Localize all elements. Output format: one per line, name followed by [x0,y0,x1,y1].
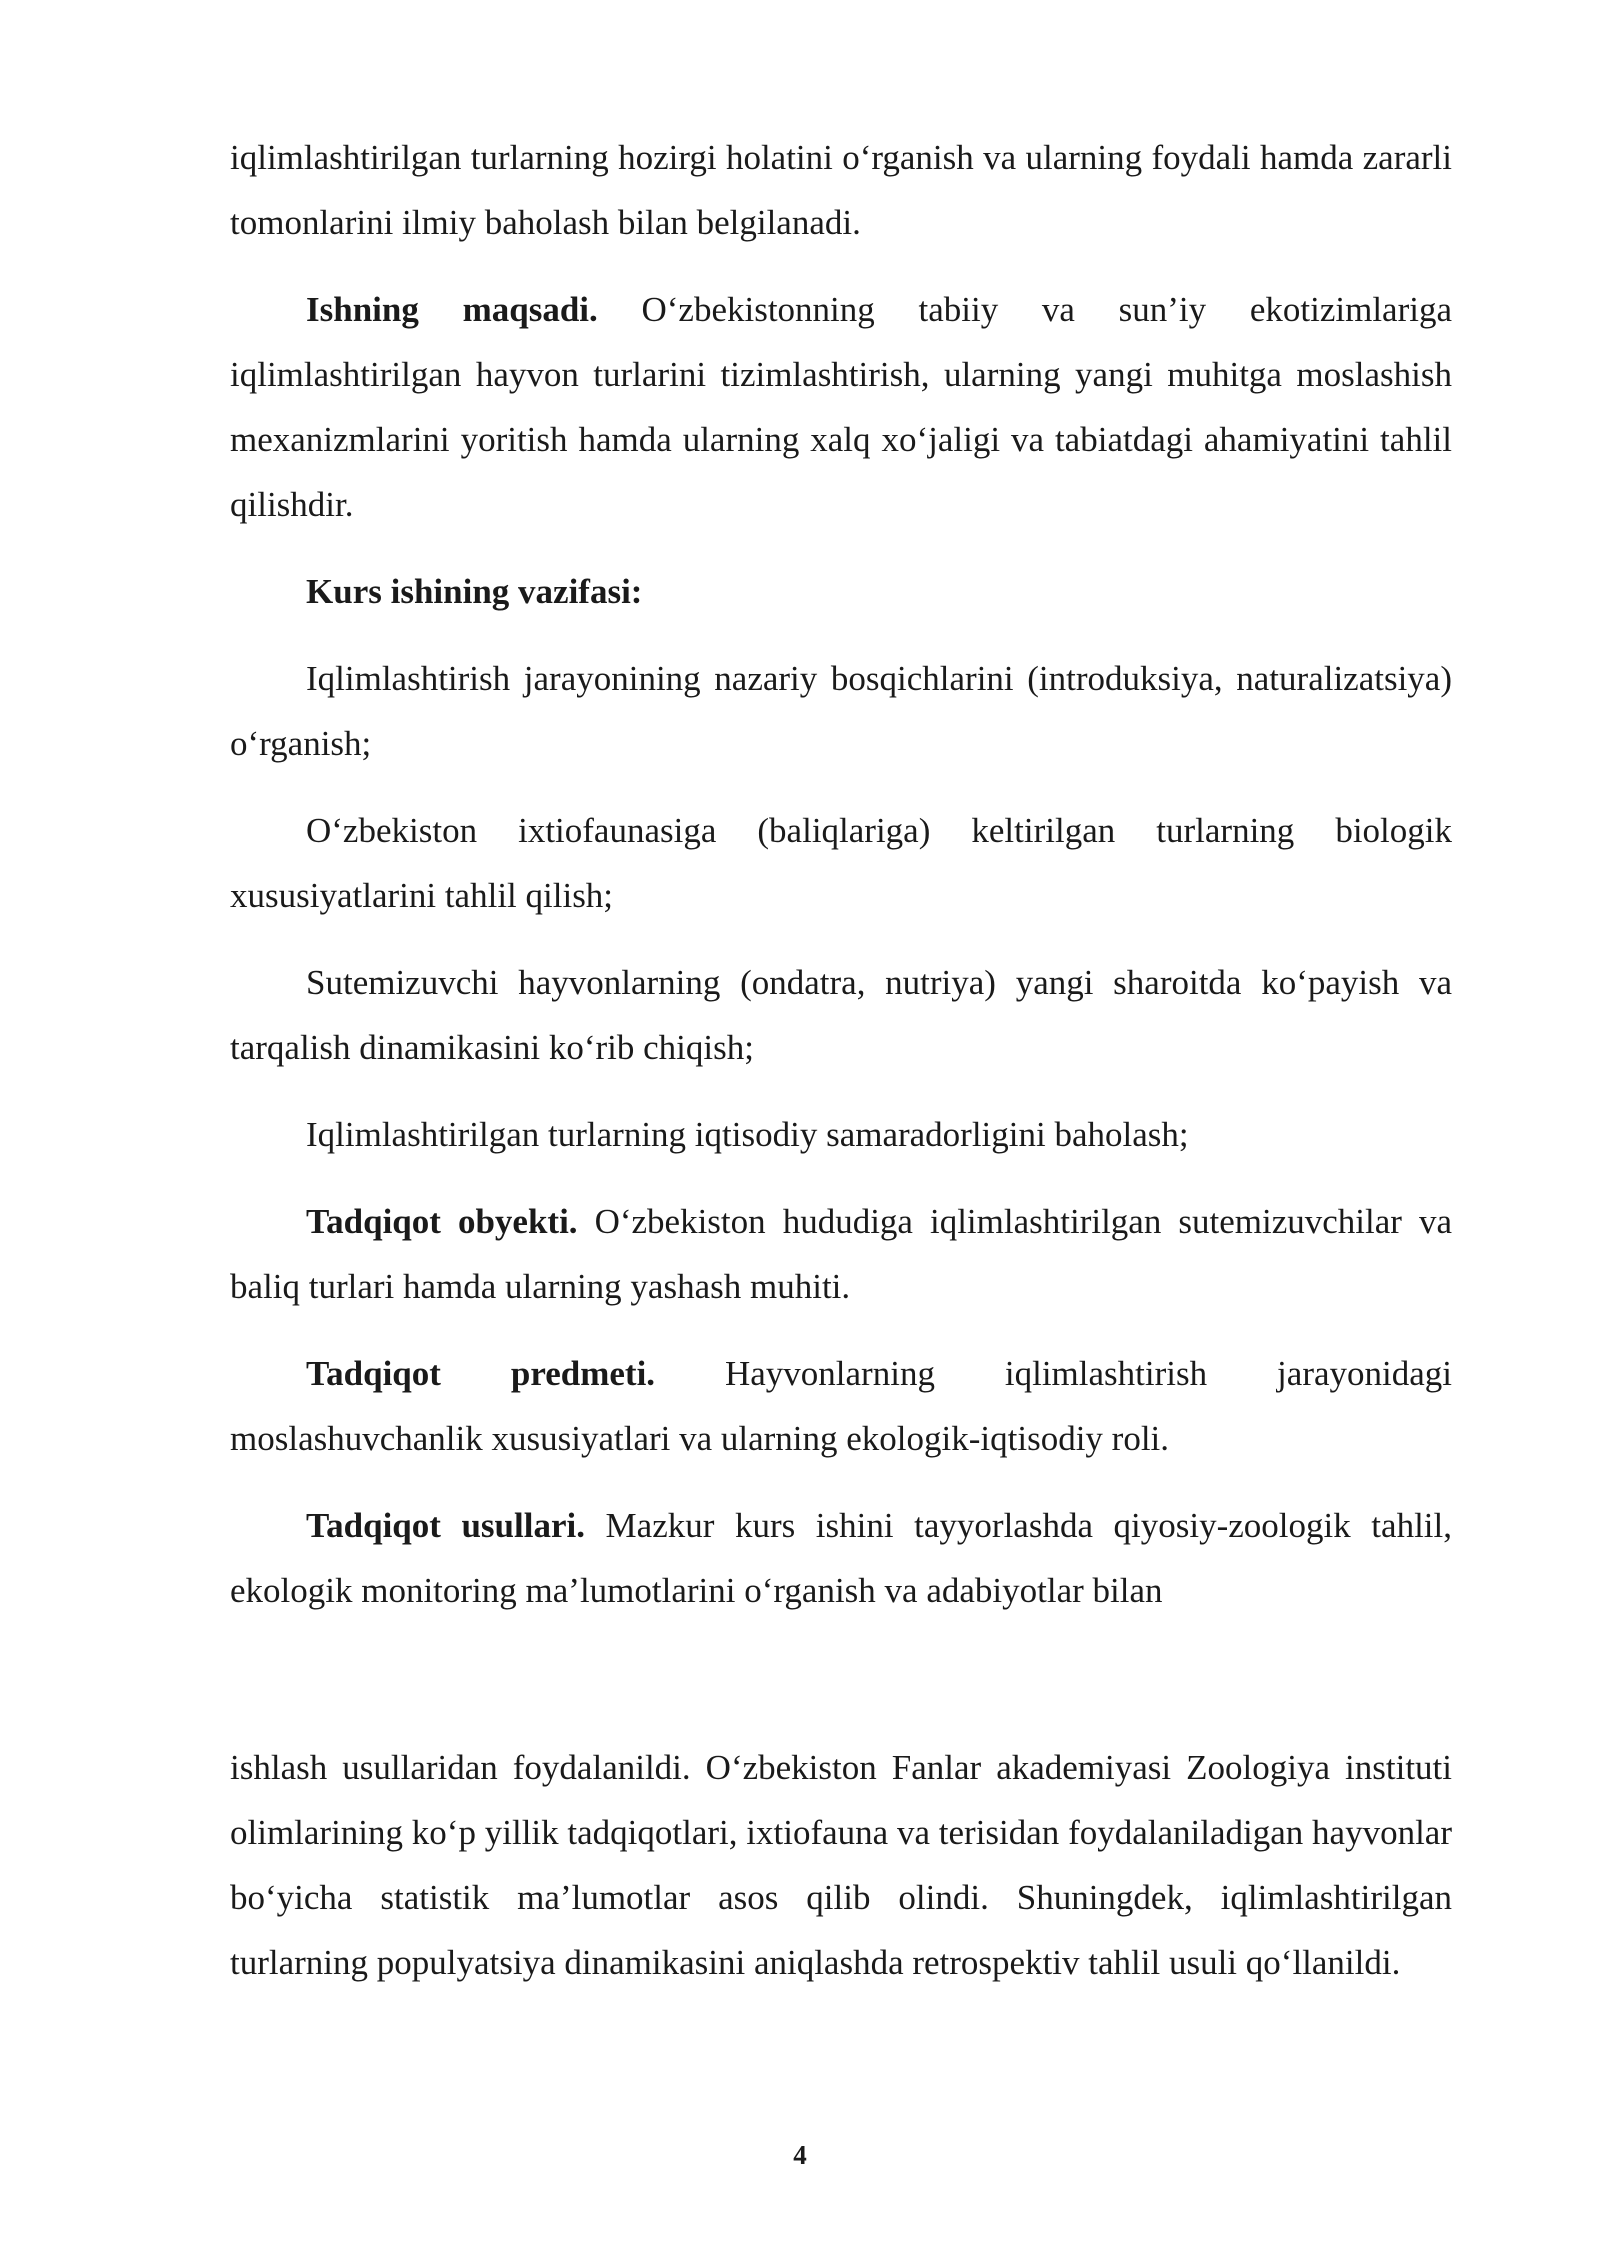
paragraph-continuation [230,125,1452,255]
paragraph-task-2 [230,798,1452,928]
paragraph-lead: Tadqiqot usullari. [306,1506,585,1545]
paragraph-methods [230,1493,1452,1623]
body-text-bottom [230,1735,1452,2017]
paragraph-text: O‘zbekiston ixtiofaunasiga (baliqlariga) keltirilgan turlarning biologik xususiyatlarini tahlil qilish; [230,811,1452,915]
body-text-top [230,125,1452,1645]
paragraph-text: Iqlimlashtirish jarayonining nazariy bosqichlarini (introduksiya, naturalizatsiya) o‘rganish; [230,659,1452,763]
paragraph-text: O‘zbekistonning tabiiy va sun’iy ekotizimlariga iqlimlashtirilgan hayvon turlarini tizimlashtirish, ularning yangi muhitga moslashish mexanizmlarini yoritish hamda ularning xalq xo‘jaligi va tabiatdagi ahamiyatini tahlil qilishdir. [230,290,1452,524]
paragraph-text: ishlash usullaridan foydalanildi. O‘zbekiston Fanlar akademiyasi Zoologiya instituti olimlarining ko‘p yillik tadqiqotlari, ixtiofauna va terisidan foydalaniladigan hayvonlar bo‘yicha statistik ma’lumotlar asos qilib olindi. Shuningdek, iqlimlashtirilgan turlarning populyatsiya dinamikasini aniqlashda retrospektiv tahlil usuli qo‘llanildi. [230,1748,1452,1982]
paragraph-text: Hayvonlarning iqlimlashtirish jarayonidagi moslashuvchanlik xususiyatlari va ularning ekologik-iqtisodiy roli. [230,1354,1452,1458]
paragraph-lead: Kurs ishining vazifasi: [306,572,643,611]
paragraph-methods-continuation [230,1735,1452,1995]
paragraph-lead: Ishning maqsadi. [306,290,598,329]
paragraph-text: Iqlimlashtirilgan turlarning iqtisodiy samaradorligini baholash; [306,1115,1189,1154]
paragraph-text: O‘zbekiston hududiga iqlimlashtirilgan sutemizuvchilar va baliq turlari hamda ularning yashash muhiti. [230,1202,1452,1306]
paragraph-task-1 [230,646,1452,776]
paragraph-task-4 [230,1102,1452,1167]
paragraph-text: Sutemizuvchi hayvonlarning (ondatra, nutriya) yangi sharoitda ko‘payish va tarqalish dinamikasini ko‘rib chiqish; [230,963,1452,1067]
paragraph-task-3 [230,950,1452,1080]
paragraph-lead: Tadqiqot predmeti. [306,1354,656,1393]
paragraph-object [230,1189,1452,1319]
page-number: 4 [793,2140,807,2170]
paragraph-text: Mazkur kurs ishini tayyorlashda qiyosiy-zoologik tahlil, ekologik monitoring ma’lumotlarini o‘rganish va adabiyotlar bilan [230,1506,1452,1610]
paragraph-tasks-heading [230,559,1452,624]
paragraph-lead: Tadqiqot obyekti. [306,1202,578,1241]
paragraph-subject [230,1341,1452,1471]
paragraph-goal [230,277,1452,537]
paragraph-text: iqlimlashtirilgan turlarning hozirgi holatini o‘rganish va ularning foydali hamda zararli tomonlarini ilmiy baholash bilan belgilanadi. [230,138,1452,242]
